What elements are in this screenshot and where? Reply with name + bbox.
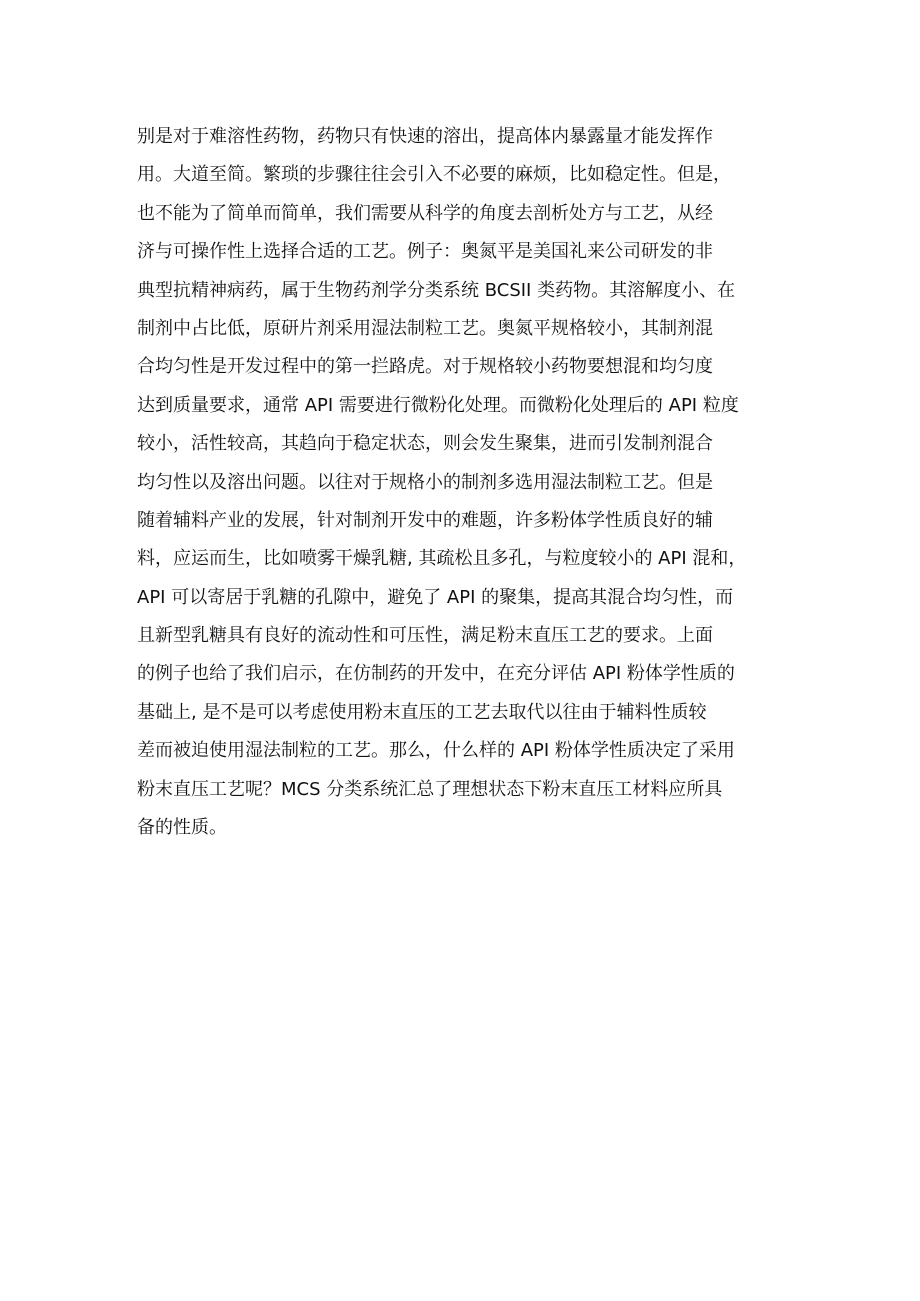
paragraph-line: 典型抗精神病药，属于生物药剂学分类系统 BCSII 类药物。其溶解度小、在 — [137, 279, 736, 301]
paragraph-line: 制剂中占比低，原研片剂采用湿法制粒工艺。奥氮平规格较小，其制剂混 — [137, 317, 713, 339]
paragraph-line: 差而被迫使用湿法制粒的工艺。那么，什么样的 API 粉体学性质决定了采用 — [137, 740, 735, 762]
paragraph-line: 的例子也给了我们启示，在仿制药的开发中，在充分评估 API 粉体学性质的 — [137, 663, 735, 685]
paragraph-line: 别是对于难溶性药物，药物只有快速的溶出，提高体内暴露量才能发挥作 — [137, 126, 713, 147]
paragraph-line: API 可以寄居于乳糖的孔隙中，避免了 API 的聚集，提高其混合均匀性，而 — [137, 586, 734, 608]
body-paragraph — [137, 118, 797, 847]
paragraph-line: 合均匀性是开发过程中的第一拦路虎。对于规格较小药物要想混和均匀度 — [137, 356, 713, 378]
paragraph-line: 济与可操作性上选择合适的工艺。例子：奥氮平是美国礼来公司研发的非 — [137, 241, 713, 263]
paragraph-line: 随着辅料产业的发展，针对制剂开发中的难题，许多粉体学性质良好的辅 — [137, 509, 713, 531]
paragraph-line: 且新型乳糖具有良好的流动性和可压性，满足粉末直压工艺的要求。上面 — [137, 625, 713, 647]
paragraph-line: 基础上, 是不是可以考虑使用粉末直压的工艺去取代以往由于辅料性质较 — [137, 701, 707, 723]
paragraph-line: 较小，活性较高，其趋向于稳定状态，则会发生聚集，进而引发制剂混合 — [137, 433, 713, 455]
paragraph-line: 达到质量要求，通常 API 需要进行微粉化处理。而微粉化处理后的 API 粒度 — [137, 394, 739, 416]
paragraph-line: 粉末直压工艺呢？MCS 分类系统汇总了理想状态下粉末直压工材料应所具 — [137, 778, 723, 800]
paragraph-line: 用。大道至简。繁琐的步骤往往会引入不必要的麻烦，比如稳定性。但是， — [137, 164, 731, 186]
paragraph-line: 备的性质。 — [137, 817, 227, 839]
paragraph-line: 料，应运而生，比如喷雾干燥乳糖, 其疏松且多孔，与粒度较小的 API 混和， — [137, 548, 747, 570]
paragraph-line: 也不能为了简单而简单，我们需要从科学的角度去剖析处方与工艺，从经 — [137, 202, 713, 224]
paragraph-line: 均匀性以及溶出问题。以往对于规格小的制剂多选用湿法制粒工艺。但是 — [137, 471, 713, 493]
